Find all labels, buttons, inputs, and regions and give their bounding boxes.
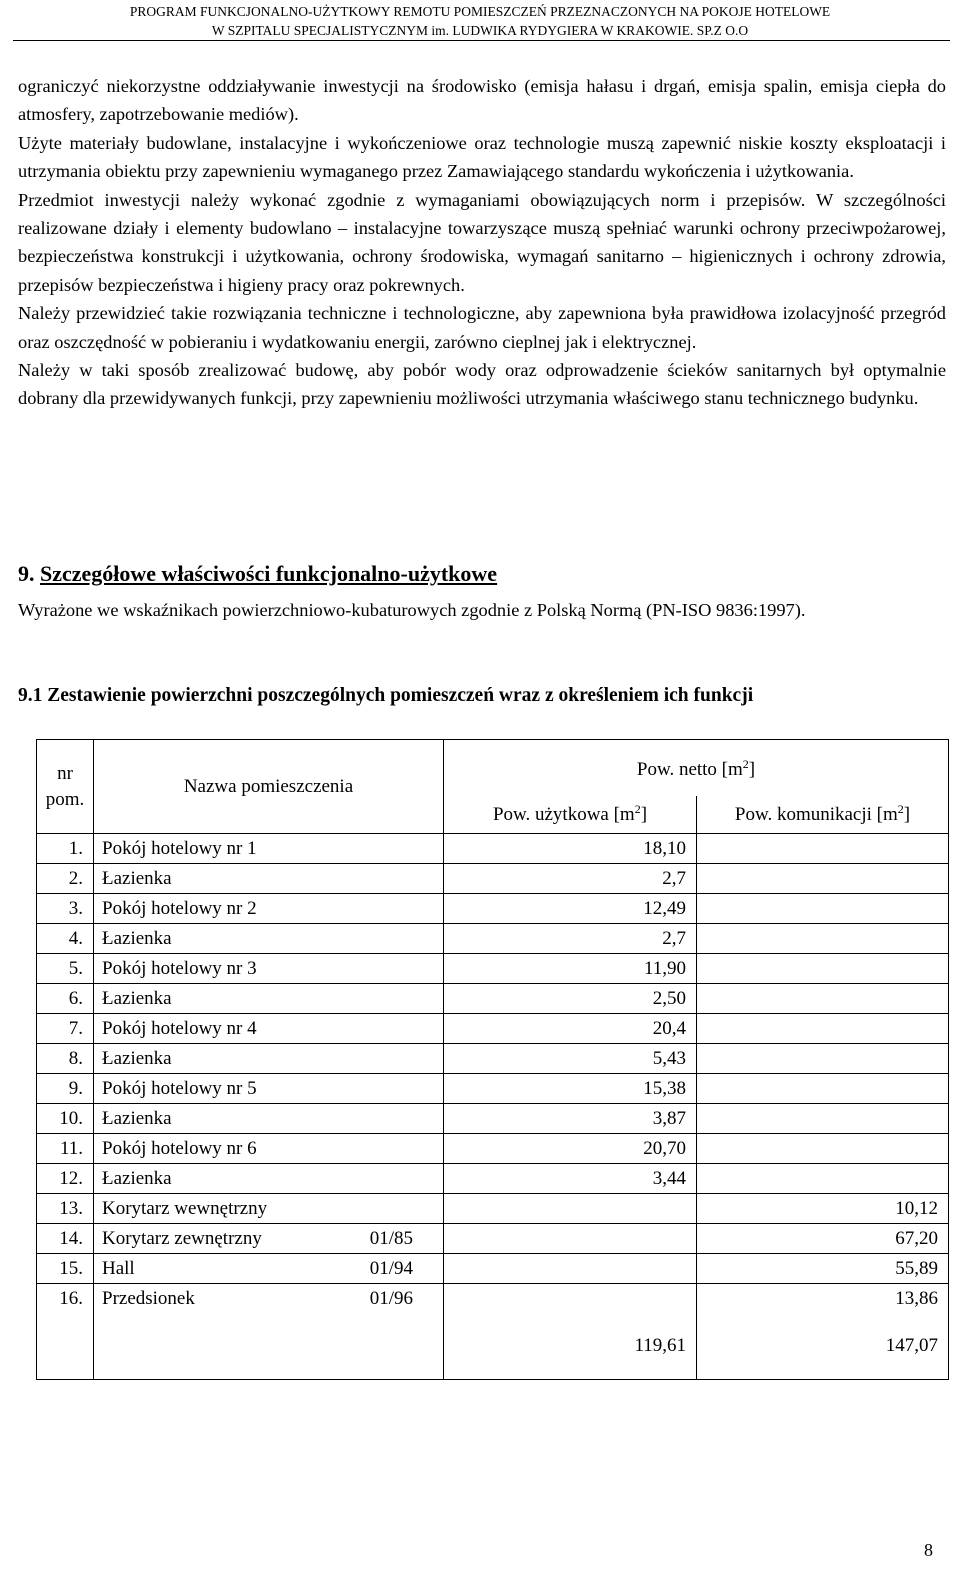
header-line-1: PROGRAM FUNKCJONALNO-UŻYTKOWY REMOTU POMIESZCZEŃ PRZEZNACZONYCH NA POKOJE HOTELOWE (129, 4, 831, 19)
row-nr: 5. (37, 954, 94, 984)
row-name-label: Łazienka (102, 1107, 172, 1129)
row-komunikacji (697, 1134, 949, 1164)
row-name (94, 1164, 444, 1194)
row-uzytkowa: 3,44 (444, 1164, 697, 1194)
row-nr: 12. (37, 1164, 94, 1194)
row-komunikacji (697, 894, 949, 924)
row-name (94, 1254, 444, 1284)
row-komunikacji: 55,89 (697, 1254, 949, 1284)
row-komunikacji (697, 1014, 949, 1044)
row-nr: 13. (37, 1194, 94, 1224)
row-name-label: Pokój hotelowy nr 1 (102, 837, 257, 859)
row-komunikacji (697, 834, 949, 864)
row-nr: 6. (37, 984, 94, 1014)
row-nr: 16. (37, 1284, 94, 1314)
header-komunikacji-bracket: ] (903, 803, 911, 825)
row-uzytkowa (444, 1194, 697, 1224)
row-name-label: Korytarz zewnętrzny (102, 1227, 262, 1249)
rooms-table (36, 739, 949, 1380)
row-nr: 1. (37, 834, 94, 864)
row-uzytkowa: 18,10 (444, 834, 697, 864)
row-name-label: Pokój hotelowy nr 2 (102, 897, 257, 919)
row-name (94, 864, 444, 894)
row-name (94, 1104, 444, 1134)
row-nr: 10. (37, 1104, 94, 1134)
row-uzytkowa: 20,4 (444, 1014, 697, 1044)
total-komunikacji: 147,07 (697, 1313, 949, 1380)
row-name-label: Pokój hotelowy nr 6 (102, 1137, 257, 1159)
row-uzytkowa: 12,49 (444, 894, 697, 924)
row-nr: 11. (37, 1134, 94, 1164)
header-netto-label: Pow. netto [m (636, 759, 743, 780)
total-uzytkowa: 119,61 (444, 1313, 697, 1380)
totals-empty-nr (37, 1313, 94, 1380)
row-name (94, 1014, 444, 1044)
header-nr: nr (57, 762, 73, 784)
row-name-label: Pokój hotelowy nr 4 (102, 1017, 257, 1039)
row-code: 01/94 (369, 1257, 413, 1279)
row-nr: 7. (37, 1014, 94, 1044)
row-komunikacji (697, 924, 949, 954)
row-name-label: Korytarz wewnętrzny (102, 1197, 268, 1219)
paragraph: Należy przewidzieć takie rozwiązania techniczne i technologiczne, aby zapewniona była prawidłowa izolacyjność przegród oraz oszczędność w pobieraniu i wydatkowaniu energii, zarówno cieplnej jak i elektrycznej. (18, 303, 946, 352)
row-name-label: Hall (102, 1257, 135, 1279)
page-header (0, 2, 960, 40)
section-9-heading (18, 561, 497, 587)
paragraph: Przedmiot inwestycji należy wykonać zgodnie z wymaganiami obowiązujących norm i przepisów. W szczególności realizowane działy i elementy budowlano – instalacyjne towarzyszące muszą spełniać warunki ochrony przeciwpożarowej, bezpieczeństwa konstrukcji i użytkowania, ochrony środowiska, wymagań sanitarno – higienicznych i ochrony zdrowia, przepisów bezpieczeństwa i higieny pracy oraz pokrewnych. (18, 189, 946, 295)
row-name (94, 834, 444, 864)
row-nr: 8. (37, 1044, 94, 1074)
row-nr: 15. (37, 1254, 94, 1284)
row-komunikacji: 10,12 (697, 1194, 949, 1224)
row-nr: 4. (37, 924, 94, 954)
row-name (94, 984, 444, 1014)
row-name (94, 894, 444, 924)
row-komunikacji: 13,86 (697, 1284, 949, 1314)
row-name-label: Przedsionek (102, 1287, 195, 1309)
row-name-label: Łazienka (102, 987, 172, 1009)
row-uzytkowa: 15,38 (444, 1074, 697, 1104)
table-row (37, 924, 949, 954)
header-uzytkowa-sup: 2 (634, 801, 641, 816)
table-row (37, 984, 949, 1014)
header-netto (444, 740, 949, 797)
header-line-2: W SZPITALU SPECJALISTYCZNYM im. LUDWIKA RYDYGIERA W KRAKOWIE. SP.Z O.O (211, 23, 749, 38)
table-row (37, 834, 949, 864)
table-row (37, 1284, 949, 1314)
row-uzytkowa (444, 1224, 697, 1254)
table-row (37, 1164, 949, 1194)
row-name-label: Łazienka (102, 1167, 172, 1189)
section-9-number: 9. (18, 561, 35, 586)
row-komunikacji: 67,20 (697, 1224, 949, 1254)
row-name (94, 1044, 444, 1074)
table-row (37, 1194, 949, 1224)
section-9-text: Wyrażone we wskaźnikach powierzchniowo-kubaturowych zgodnie z Polską Normą (PN-ISO 9836:1997). (18, 600, 806, 620)
paragraph: Należy w taki sposób zrealizować budowę, aby pobór wody oraz odprowadzenie ścieków sanitarnych był optymalnie dobrany dla przewidywanych funkcji, przy zapewnieniu możliwości utrzymania właściwego stanu technicznego budynku. (18, 360, 946, 409)
row-name-label: Łazienka (102, 867, 172, 889)
row-uzytkowa (444, 1254, 697, 1284)
header-uzytkowa-label: Pow. użytkowa [m (492, 803, 635, 825)
row-name-label: Pokój hotelowy nr 5 (102, 1077, 257, 1099)
row-uzytkowa (444, 1284, 697, 1314)
header-komunikacji (697, 796, 949, 834)
row-name (94, 1284, 444, 1314)
row-code: 01/96 (369, 1287, 413, 1309)
table-row (37, 1014, 949, 1044)
row-komunikacji (697, 984, 949, 1014)
row-name (94, 1194, 444, 1224)
totals-empty-name (94, 1313, 444, 1380)
row-name-label: Pokój hotelowy nr 3 (102, 957, 257, 979)
row-name (94, 1134, 444, 1164)
table-row (37, 894, 949, 924)
table-row (37, 1044, 949, 1074)
header-pom: pom. (45, 788, 85, 810)
table-row (37, 1254, 949, 1284)
row-code: 01/85 (369, 1227, 413, 1249)
row-uzytkowa: 11,90 (444, 954, 697, 984)
table-row (37, 1134, 949, 1164)
row-nr: 2. (37, 864, 94, 894)
table-row (37, 1224, 949, 1254)
row-uzytkowa: 5,43 (444, 1044, 697, 1074)
header-netto-sup: 2 (742, 757, 749, 771)
row-name (94, 954, 444, 984)
table-row (37, 954, 949, 984)
table-row (37, 1074, 949, 1104)
body-text (18, 72, 946, 413)
row-uzytkowa: 3,87 (444, 1104, 697, 1134)
totals-row (37, 1313, 949, 1380)
table-body (37, 834, 949, 1314)
page-number: 8 (924, 1540, 933, 1560)
row-komunikacji (697, 1164, 949, 1194)
row-name (94, 1074, 444, 1104)
row-komunikacji (697, 1074, 949, 1104)
row-komunikacji (697, 1044, 949, 1074)
row-komunikacji (697, 954, 949, 984)
header-uzytkowa-bracket: ] (640, 803, 648, 825)
header-uzytkowa (444, 796, 697, 834)
row-komunikacji (697, 864, 949, 894)
header-name: Nazwa pomieszczenia (94, 740, 444, 834)
section-9-title: Szczegółowe właściwości funkcjonalno-użytkowe (40, 561, 498, 586)
header-komunikacji-label: Pow. komunikacji [m (734, 803, 898, 825)
row-nr: 9. (37, 1074, 94, 1104)
row-uzytkowa: 2,7 (444, 864, 697, 894)
row-komunikacji (697, 1104, 949, 1134)
row-uzytkowa: 2,50 (444, 984, 697, 1014)
header-nr-pom (37, 740, 94, 834)
header-divider (13, 40, 950, 41)
header-komunikacji-sup: 2 (897, 801, 904, 816)
row-uzytkowa: 2,7 (444, 924, 697, 954)
row-name-label: Łazienka (102, 927, 172, 949)
row-uzytkowa: 20,70 (444, 1134, 697, 1164)
paragraph: ograniczyć niekorzystne oddziaływanie inwestycji na środowisko (emisja hałasu i drgań, emisja spalin, emisja ciepła do atmosfery, zapotrzebowanie mediów). (18, 76, 946, 125)
row-name (94, 924, 444, 954)
paragraph: Użyte materiały budowlane, instalacyjne i wykończeniowe oraz technologie muszą zapewnić niskie koszty eksploatacji i utrzymania obiektu przy zapewnieniu wymaganego przez Zamawiającego standardu wykończenia i użytkowania. (18, 132, 946, 182)
section-9-1-heading: 9.1 Zestawienie powierzchni poszczególnych pomieszczeń wraz z określeniem ich funkcji (18, 685, 754, 706)
header-netto-bracket: ] (748, 759, 756, 780)
row-nr: 3. (37, 894, 94, 924)
row-name-label: Łazienka (102, 1047, 172, 1069)
row-name (94, 1224, 444, 1254)
row-nr: 14. (37, 1224, 94, 1254)
table-row (37, 864, 949, 894)
table-row (37, 1104, 949, 1134)
